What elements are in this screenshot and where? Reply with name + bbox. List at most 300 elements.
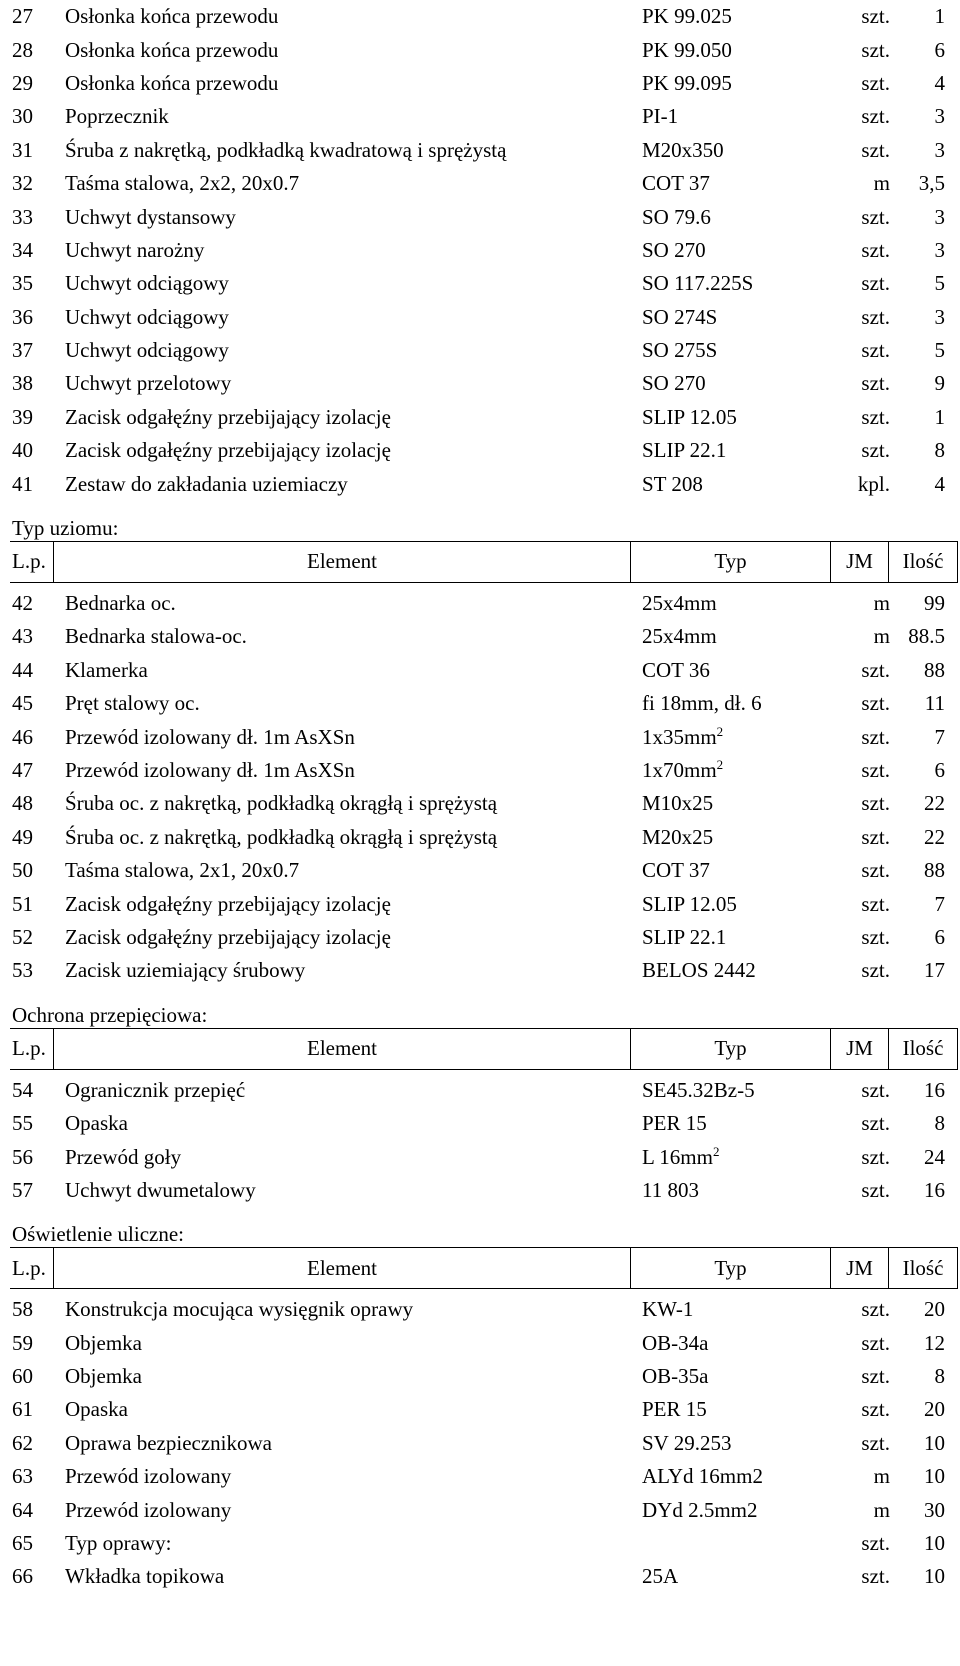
header-element: Element (53, 1029, 630, 1069)
row-number: 42 (12, 591, 33, 616)
row-element: Ogranicznik przepięć (65, 1077, 246, 1102)
row-quantity: 8 (934, 1364, 945, 1389)
row-typ-text: M10x25 (642, 791, 714, 816)
row-element: Zacisk odgałęźny przebijający izolację (65, 438, 391, 463)
row-number: 33 (12, 204, 33, 229)
table-row (0, 100, 960, 133)
row-number: 37 (12, 338, 33, 363)
row-typ-text: COT 37 (642, 858, 710, 883)
row-number: 36 (12, 304, 33, 329)
row-typ-text: SLIP 22.1 (642, 438, 727, 463)
row-typ-text: SO 274S (642, 304, 718, 329)
table-row (0, 687, 960, 720)
header-ilosc: Ilość (888, 1248, 958, 1288)
row-typ (630, 1431, 832, 1456)
table-row (0, 1460, 960, 1493)
row-quantity: 10 (924, 1430, 945, 1455)
row-number: 44 (12, 657, 33, 682)
row-quantity: 1 (934, 404, 945, 429)
row-element: Przewód izolowany (65, 1497, 232, 1522)
row-quantity: 4 (934, 70, 945, 95)
header-element: Element (53, 1248, 630, 1288)
table-row (0, 1174, 960, 1207)
row-typ-text: M20x350 (642, 137, 724, 162)
row-typ (630, 925, 832, 950)
row-element: Zacisk odgałęźny przebijający izolację (65, 891, 391, 916)
row-typ-text: COT 36 (642, 657, 710, 682)
row-typ (630, 4, 832, 29)
row-unit: szt. (861, 1177, 890, 1202)
row-unit: szt. (861, 237, 890, 262)
row-typ (630, 205, 832, 230)
row-typ (630, 1397, 832, 1422)
row-unit: szt. (861, 37, 890, 62)
table-row (0, 1327, 960, 1360)
row-unit: m (873, 1497, 890, 1522)
row-element: Uchwyt przelotowy (65, 371, 232, 396)
row-typ (630, 171, 832, 196)
row-unit: szt. (861, 858, 890, 883)
row-quantity: 8 (934, 438, 945, 463)
row-unit: szt. (861, 657, 890, 682)
row-number: 51 (12, 891, 33, 916)
row-typ (630, 1078, 832, 1103)
header-lp: L.p. (12, 1255, 46, 1280)
row-unit: szt. (861, 1077, 890, 1102)
table-row (0, 334, 960, 367)
row-unit: m (873, 591, 890, 616)
row-unit: szt. (861, 691, 890, 716)
table-row (0, 1427, 960, 1460)
row-unit: szt. (861, 958, 890, 983)
row-typ-text: BELOS 2442 (642, 958, 756, 983)
row-quantity: 6 (934, 37, 945, 62)
row-element: Objemka (65, 1330, 142, 1355)
row-quantity: 10 (924, 1464, 945, 1489)
row-typ-text: ST 208 (642, 471, 703, 496)
row-quantity: 16 (924, 1177, 945, 1202)
row-element: Osłonka końca przewodu (65, 70, 279, 95)
row-typ-text: fi 18mm, dł. 6 (642, 691, 762, 716)
row-typ-text: SO 270 (642, 237, 706, 262)
table-row (0, 1493, 960, 1526)
row-number: 29 (12, 70, 33, 95)
row-typ-text: PK 99.095 (642, 70, 732, 95)
row-typ (630, 1178, 832, 1203)
row-typ (630, 405, 832, 430)
table-row (0, 787, 960, 820)
row-quantity: 22 (924, 791, 945, 816)
row-quantity: 24 (924, 1144, 945, 1169)
row-element: Wkładka topikowa (65, 1564, 225, 1589)
row-unit: szt. (861, 404, 890, 429)
table-row (0, 720, 960, 753)
table-row (0, 200, 960, 233)
row-element: Przewód goły (65, 1144, 182, 1169)
row-number: 31 (12, 137, 33, 162)
row-typ-text: PI-1 (642, 104, 679, 129)
row-typ-text: PER 15 (642, 1111, 707, 1136)
row-typ-superscript: 2 (716, 723, 724, 739)
row-quantity: 11 (924, 691, 945, 716)
row-element: Zestaw do zakładania uziemiaczy (65, 471, 348, 496)
row-number: 65 (12, 1531, 33, 1556)
row-typ-superscript: 2 (716, 757, 724, 772)
table-row (0, 954, 960, 987)
table-row (0, 167, 960, 200)
table-row (0, 1140, 960, 1173)
row-typ (630, 271, 832, 296)
table-row (0, 67, 960, 100)
row-element: Opaska (65, 1111, 128, 1136)
row-quantity: 88 (924, 858, 945, 883)
section-title: Ochrona przepięciowa: (12, 1002, 208, 1027)
table-row (0, 587, 960, 620)
row-number: 57 (12, 1177, 33, 1202)
row-number: 60 (12, 1364, 33, 1389)
section-title: Oświetlenie uliczne: (12, 1222, 185, 1247)
row-typ (630, 1297, 832, 1322)
row-number: 27 (12, 4, 33, 29)
header-ilosc: Ilość (888, 542, 958, 582)
row-typ-text: SLIP 12.05 (642, 404, 737, 429)
row-number: 46 (12, 724, 33, 749)
row-quantity: 3 (934, 204, 945, 229)
header-jm: JM (830, 1029, 888, 1069)
table-row (0, 921, 960, 954)
row-unit: szt. (861, 438, 890, 463)
row-element: Poprzecznik (65, 104, 169, 129)
table-row (0, 367, 960, 400)
row-quantity: 3,5 (918, 171, 945, 196)
header-ilosc: Ilość (888, 1029, 958, 1069)
row-quantity: 22 (924, 824, 945, 849)
row-quantity: 3 (934, 104, 945, 129)
row-element: Uchwyt odciągowy (65, 304, 229, 329)
row-typ-text: SV 29.253 (642, 1430, 732, 1455)
row-typ-text: SLIP 22.1 (642, 924, 727, 949)
row-typ-text: 1x70mm (642, 758, 717, 782)
row-unit: szt. (861, 1364, 890, 1389)
header-lp: L.p. (12, 1036, 46, 1061)
table-row (0, 1560, 960, 1593)
table-row (0, 467, 960, 500)
row-number: 28 (12, 37, 33, 62)
row-element: Uchwyt dwumetalowy (65, 1177, 256, 1202)
row-typ-text: M20x25 (642, 824, 714, 849)
row-typ-text: 25x4mm (642, 624, 717, 649)
row-number: 52 (12, 924, 33, 949)
row-unit: szt. (861, 791, 890, 816)
row-number: 53 (12, 958, 33, 983)
row-unit: szt. (861, 824, 890, 849)
row-unit: szt. (861, 1430, 890, 1455)
row-element: Śruba oc. z nakrętką, podkładką okrągłą i sprężystą (65, 791, 498, 816)
row-typ (630, 858, 832, 883)
row-typ-text: 25A (642, 1564, 679, 1589)
row-typ (630, 104, 832, 129)
row-typ (630, 658, 832, 683)
row-unit: szt. (861, 1111, 890, 1136)
row-element: Bednarka oc. (65, 591, 176, 616)
row-quantity: 7 (934, 891, 945, 916)
row-typ-text: 25x4mm (642, 591, 717, 616)
row-number: 59 (12, 1330, 33, 1355)
row-typ (630, 1564, 832, 1589)
row-typ-text: OB-34a (642, 1330, 709, 1355)
row-number: 39 (12, 404, 33, 429)
table-row (0, 821, 960, 854)
table-row (0, 1393, 960, 1426)
row-element: Pręt stalowy oc. (65, 691, 200, 716)
row-number: 43 (12, 624, 33, 649)
row-quantity: 3 (934, 304, 945, 329)
row-typ-text: PK 99.050 (642, 37, 732, 62)
row-typ-text: COT 37 (642, 171, 710, 196)
row-number: 63 (12, 1464, 33, 1489)
row-number: 48 (12, 791, 33, 816)
row-number: 56 (12, 1144, 33, 1169)
row-number: 34 (12, 237, 33, 262)
row-typ (630, 1145, 832, 1170)
row-element: Uchwyt narożny (65, 237, 205, 262)
row-unit: szt. (861, 204, 890, 229)
row-element: Przewód izolowany dł. 1m AsXSn (65, 758, 355, 782)
header-typ: Typ (630, 542, 830, 582)
row-quantity: 20 (924, 1397, 945, 1422)
row-quantity: 7 (934, 724, 945, 749)
row-typ (630, 958, 832, 983)
row-element: Zacisk uziemiający śrubowy (65, 958, 306, 983)
row-quantity: 30 (924, 1497, 945, 1522)
row-unit: szt. (861, 104, 890, 129)
row-typ-text: SE45.32Bz-5 (642, 1077, 755, 1102)
row-unit: m (873, 1464, 890, 1489)
table-header (10, 1247, 958, 1289)
row-typ (630, 1498, 832, 1523)
row-typ-text: ALYd 16mm2 (642, 1464, 763, 1489)
row-quantity: 6 (934, 758, 945, 782)
row-quantity: 6 (934, 924, 945, 949)
table-row (0, 1527, 960, 1560)
row-typ (630, 825, 832, 850)
table-row (0, 267, 960, 300)
row-element: Zacisk odgałęźny przebijający izolację (65, 924, 391, 949)
row-number: 58 (12, 1297, 33, 1322)
row-unit: szt. (861, 304, 890, 329)
table-row (0, 33, 960, 66)
row-quantity: 10 (924, 1531, 945, 1556)
section-0 (0, 0, 960, 501)
row-typ (630, 71, 832, 96)
row-element: Śruba z nakrętką, podkładką kwadratową i sprężystą (65, 137, 507, 162)
section-3 (0, 1207, 960, 1594)
table-row (0, 1074, 960, 1107)
row-typ (630, 305, 832, 330)
row-unit: m (873, 171, 890, 196)
row-number: 35 (12, 271, 33, 296)
row-quantity: 99 (924, 591, 945, 616)
row-typ-text: KW-1 (642, 1297, 694, 1322)
row-element: Bednarka stalowa-oc. (65, 624, 247, 649)
table-row (0, 1293, 960, 1326)
table-row (0, 1360, 960, 1393)
row-number: 40 (12, 438, 33, 463)
row-typ (630, 1111, 832, 1136)
row-quantity: 3 (934, 137, 945, 162)
row-number: 32 (12, 171, 33, 196)
row-unit: kpl. (857, 471, 890, 496)
table-row (0, 854, 960, 887)
row-unit: szt. (861, 137, 890, 162)
row-element: Osłonka końca przewodu (65, 37, 279, 62)
row-typ (630, 791, 832, 816)
row-element: Uchwyt dystansowy (65, 204, 236, 229)
table-row (0, 887, 960, 920)
row-element: Zacisk odgałęźny przebijający izolację (65, 404, 391, 429)
row-quantity: 9 (934, 371, 945, 396)
row-element: Przewód izolowany dł. 1m AsXSn (65, 724, 355, 749)
row-unit: szt. (861, 1531, 890, 1556)
table-row (0, 434, 960, 467)
row-number: 50 (12, 858, 33, 883)
row-quantity: 88 (924, 657, 945, 682)
row-quantity: 88.5 (908, 624, 945, 649)
row-quantity: 1 (934, 4, 945, 29)
row-unit: szt. (861, 891, 890, 916)
row-unit: szt. (861, 1144, 890, 1169)
row-number: 30 (12, 104, 33, 129)
row-typ (630, 371, 832, 396)
row-typ-text: 1x35mm (642, 724, 717, 749)
row-typ (630, 338, 832, 363)
row-unit: szt. (861, 338, 890, 363)
row-number: 55 (12, 1111, 33, 1136)
row-element: Klamerka (65, 657, 148, 682)
row-typ-text: L 16mm (642, 1144, 713, 1169)
header-lp: L.p. (12, 549, 46, 574)
header-typ: Typ (630, 1029, 830, 1069)
header-element: Element (53, 542, 630, 582)
row-unit: szt. (861, 1564, 890, 1589)
header-jm: JM (830, 1248, 888, 1288)
row-number: 41 (12, 471, 33, 496)
row-typ (630, 892, 832, 917)
table-row (0, 401, 960, 434)
table-row (0, 134, 960, 167)
row-typ (630, 758, 832, 783)
row-element: Osłonka końca przewodu (65, 4, 279, 29)
row-typ-text: PK 99.025 (642, 4, 732, 29)
header-typ: Typ (630, 1248, 830, 1288)
row-typ (630, 472, 832, 497)
row-typ (630, 591, 832, 616)
row-typ (630, 1364, 832, 1389)
row-element: Konstrukcja mocująca wysięgnik oprawy (65, 1297, 414, 1322)
row-quantity: 20 (924, 1297, 945, 1322)
row-number: 45 (12, 691, 33, 716)
row-typ (630, 624, 832, 649)
row-quantity: 16 (924, 1077, 945, 1102)
row-number: 49 (12, 824, 33, 849)
table-header (10, 1028, 958, 1070)
row-typ-text: PER 15 (642, 1397, 707, 1422)
row-typ (630, 238, 832, 263)
row-typ (630, 38, 832, 63)
section-title: Typ uziomu: (12, 515, 119, 540)
row-element: Oprawa bezpiecznikowa (65, 1430, 272, 1455)
table-row (0, 301, 960, 334)
row-typ-text: SO 79.6 (642, 204, 711, 229)
row-element: Przewód izolowany (65, 1464, 232, 1489)
row-typ-text: 11 803 (642, 1177, 699, 1202)
row-number: 47 (12, 758, 33, 782)
row-typ (630, 691, 832, 716)
table-row (0, 620, 960, 653)
row-quantity: 4 (934, 471, 945, 496)
row-quantity: 5 (934, 271, 945, 296)
row-quantity: 3 (934, 237, 945, 262)
table-row (0, 654, 960, 687)
row-element: Taśma stalowa, 2x2, 20x0.7 (65, 171, 300, 196)
row-unit: szt. (861, 371, 890, 396)
row-element: Opaska (65, 1397, 128, 1422)
row-unit: szt. (861, 724, 890, 749)
row-typ-text: DYd 2.5mm2 (642, 1497, 758, 1522)
row-typ-text: OB-35a (642, 1364, 709, 1389)
row-unit: szt. (861, 1397, 890, 1422)
row-number: 54 (12, 1077, 33, 1102)
row-unit: szt. (861, 4, 890, 29)
row-number: 64 (12, 1497, 33, 1522)
header-jm: JM (830, 542, 888, 582)
row-unit: szt. (861, 758, 890, 782)
table-header (10, 541, 958, 583)
row-typ (630, 725, 832, 750)
row-quantity: 5 (934, 338, 945, 363)
row-element: Uchwyt odciągowy (65, 271, 229, 296)
row-unit: szt. (861, 924, 890, 949)
row-quantity: 10 (924, 1564, 945, 1589)
row-element: Uchwyt odciągowy (65, 338, 229, 363)
table-row (0, 754, 960, 787)
table-row (0, 0, 960, 33)
row-element: Objemka (65, 1364, 142, 1389)
row-typ-text: SO 275S (642, 338, 718, 363)
row-typ (630, 1464, 832, 1489)
row-quantity: 17 (924, 958, 945, 983)
row-typ-superscript: 2 (712, 1143, 720, 1159)
row-quantity: 8 (934, 1111, 945, 1136)
row-number: 61 (12, 1397, 33, 1422)
row-element: Taśma stalowa, 2x1, 20x0.7 (65, 858, 300, 883)
row-element: Śruba oc. z nakrętką, podkładką okrągłą i sprężystą (65, 824, 498, 849)
row-unit: szt. (861, 70, 890, 95)
row-typ (630, 1331, 832, 1356)
row-number: 38 (12, 371, 33, 396)
row-number: 66 (12, 1564, 33, 1589)
row-unit: m (873, 624, 890, 649)
row-typ-text: SO 270 (642, 371, 706, 396)
row-typ-text: SLIP 12.05 (642, 891, 737, 916)
row-unit: szt. (861, 1297, 890, 1322)
section-1 (0, 501, 960, 988)
row-unit: szt. (861, 1330, 890, 1355)
table-row (0, 234, 960, 267)
row-quantity: 12 (924, 1330, 945, 1355)
row-typ (630, 138, 832, 163)
table-row (0, 1107, 960, 1140)
